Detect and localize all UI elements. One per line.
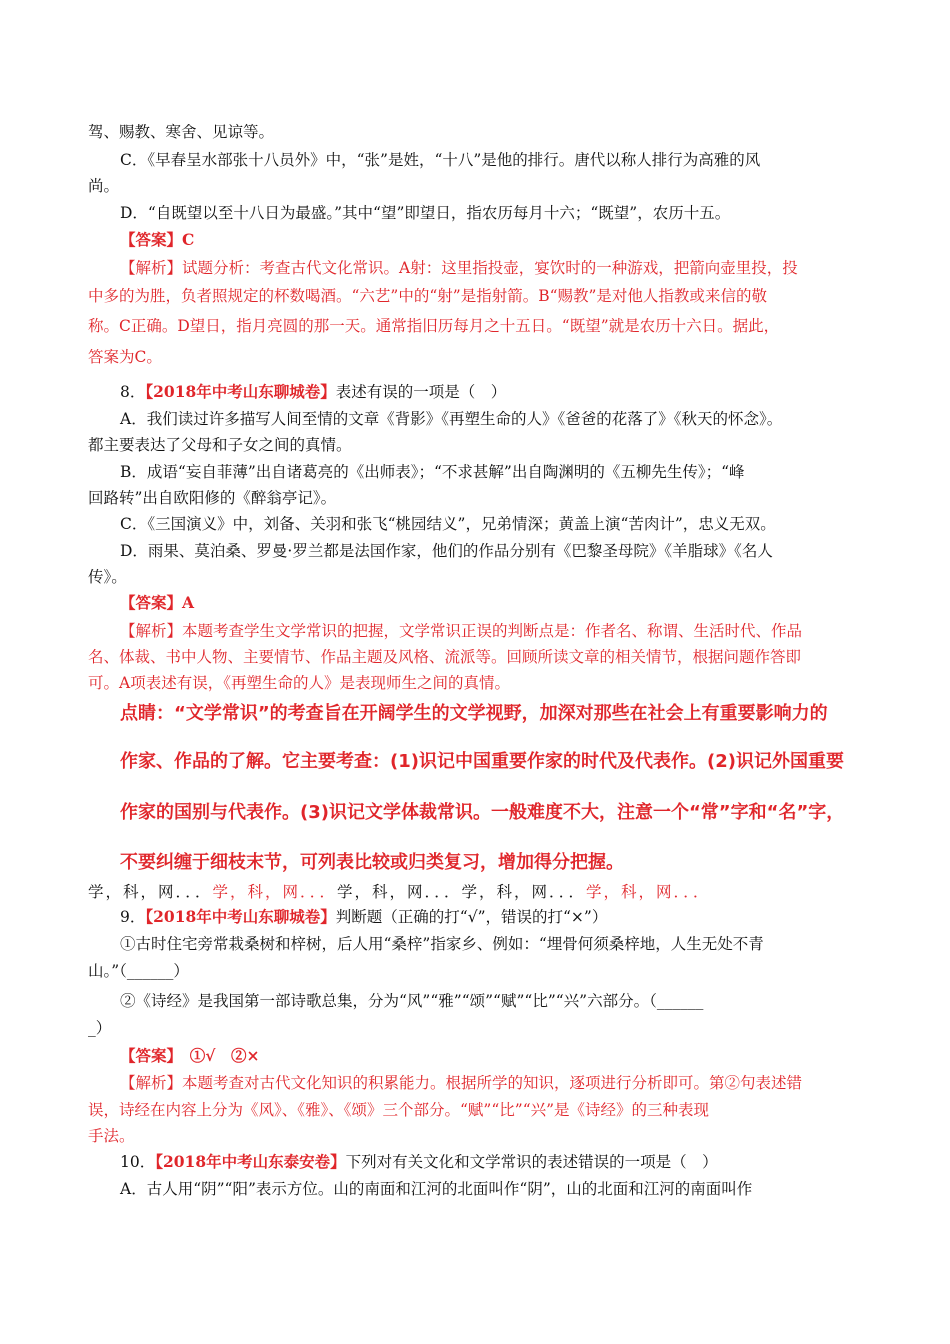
watermark-text: 学，科，网．．．: [212, 883, 338, 901]
analysis-line: 误，诗经在内容上分为《风》、《雅》、《颂》三个部分。“赋”“比”“兴”是《诗经》的三种表现: [88, 1101, 710, 1119]
option-c: C．《早春呈水部张十八员外》中，“张”是姓，“十八”是他的排行。唐代以称人排行为高雅的风: [120, 151, 761, 169]
option-c: C．《三国演义》中，刘备、关羽和张飞“桃园结义”，兄弟情深；黄盖上演“苦肉计”，忠义无双。: [120, 515, 776, 533]
analysis-line: 【解析】试题分析：考查古代文化常识。A射：这里指投壶，宴饮时的一种游戏，把箭向壶里投，投: [120, 259, 798, 277]
analysis-line: 【解析】本题考查对古代文化知识的积累能力。根据所学的知识，逐项进行分析即可。第②句表述错: [120, 1074, 803, 1092]
question-text: 下列对有关文化和文学常识的表述错误的一项是（ ）: [345, 1153, 718, 1171]
option-a: A．古人用“阴”“阳”表示方位。山的南面和江河的北面叫作“阴”，山的北面和江河的南面叫作: [120, 1180, 753, 1198]
text-line: 都主要表达了父母和子女之间的真情。: [88, 436, 352, 454]
tip-line: 点睛：“文学常识”的考查旨在开阔学生的文学视野，加深对那些在社会上有重要影响力的: [120, 703, 828, 724]
option-a: A．我们读过许多描写人间至情的文章《背影》《再塑生命的人》《爸爸的花落了》《秋天的怀念》。: [120, 410, 783, 428]
statement-2: ②《诗经》是我国第一部诗歌总集，分为“风”“雅”“颂”“赋”“比”“兴”六部分。（______: [120, 992, 704, 1010]
watermark-text: 学，科，网．．．学，科，网．．．: [337, 883, 587, 901]
question-number: 8．: [120, 383, 146, 401]
question-number: 10．: [120, 1153, 156, 1171]
option-d: D．“自既望以至十八日为最盛。”其中“望”即望日，指农历每月十六；“既望”，农历十五。: [120, 204, 731, 222]
tip-line: 不要纠缠于细枝末节，可列表比较或归类复习，增加得分把握。: [120, 852, 624, 873]
question-source: 【2018年中考山东聊城卷】: [145, 907, 336, 926]
question-10: [120, 1152, 900, 1172]
text-line: 回路转”出自欧阳修的《醉翁亭记》。: [88, 489, 337, 507]
text-line: _）: [88, 1019, 112, 1037]
watermark-text: 学，科，网．．．: [586, 883, 711, 901]
text-line: 山。”（______）: [88, 962, 189, 980]
watermark-row: [88, 882, 868, 902]
option-d: D．雨果、莫泊桑、罗曼·罗兰都是法国作家，他们的作品分别有《巴黎圣母院》《羊脂球》《名人: [120, 542, 773, 560]
watermark-text: 学，科，网．．．: [88, 883, 213, 901]
question-number: 9．: [120, 908, 146, 926]
analysis-line: 可。A项表述有误，《再塑生命的人》是表现师生之间的真情。: [88, 674, 510, 692]
analysis-line: 手法。: [88, 1127, 135, 1145]
question-9: [120, 907, 900, 927]
question-text: 表述有误的一项是（ ）: [335, 383, 507, 401]
analysis-line: 中多的为胜，负者照规定的杯数喝酒。“六艺”中的“射”是指射箭。B“赐教”是对他人指教或来信的敬: [88, 287, 767, 305]
question-source: 【2018年中考山东泰安卷】: [155, 1152, 346, 1171]
option-b: B．成语“妄自菲薄”出自诸葛亮的《出师表》；“不求甚解”出自陶渊明的《五柳先生传》；“峰: [120, 463, 745, 481]
analysis-line: 名、体裁、书中人物、主要情节、作品主题及风格、流派等。回顾所读文章的相关情节，根据问题作答即: [88, 648, 802, 666]
analysis-line: 答案为C。: [88, 348, 162, 366]
answer-label: 【答案】C: [120, 230, 195, 249]
statement-1: ①古时住宅旁常栽桑树和梓树，后人用“桑梓”指家乡、例如：“埋骨何须桑梓地，人生无处不青: [120, 935, 764, 953]
answer-label: 【答案】A: [120, 593, 195, 612]
tip-line: 作家的国别与代表作。(3)识记文学体裁常识。一般难度不大，注意一个“常”字和“名”字，: [120, 802, 845, 823]
analysis-line: 称。C正确。D望日，指月亮圆的那一天。通常指旧历每月之十五日。“既望”就是农历十六日。据此，: [88, 317, 780, 335]
answer-label: 【答案】 ①√ ②×: [120, 1046, 260, 1065]
question-source: 【2018年中考山东聊城卷】: [145, 382, 336, 401]
question-8: [120, 382, 900, 402]
tip-line: 作家、作品的了解。它主要考查：(1)识记中国重要作家的时代及代表作。(2)识记外国重要: [120, 751, 844, 772]
text-line: 驾、赐教、寒舍、见谅等。: [88, 123, 275, 141]
question-text: 判断题（正确的打“√”，错误的打“×”）: [335, 908, 608, 926]
text-line: 尚。: [88, 177, 120, 195]
analysis-line: 【解析】本题考查学生文学常识的把握，文学常识正误的判断点是：作者名、称谓、生活时代、作品: [120, 622, 803, 640]
text-line: 传》。: [88, 568, 127, 586]
